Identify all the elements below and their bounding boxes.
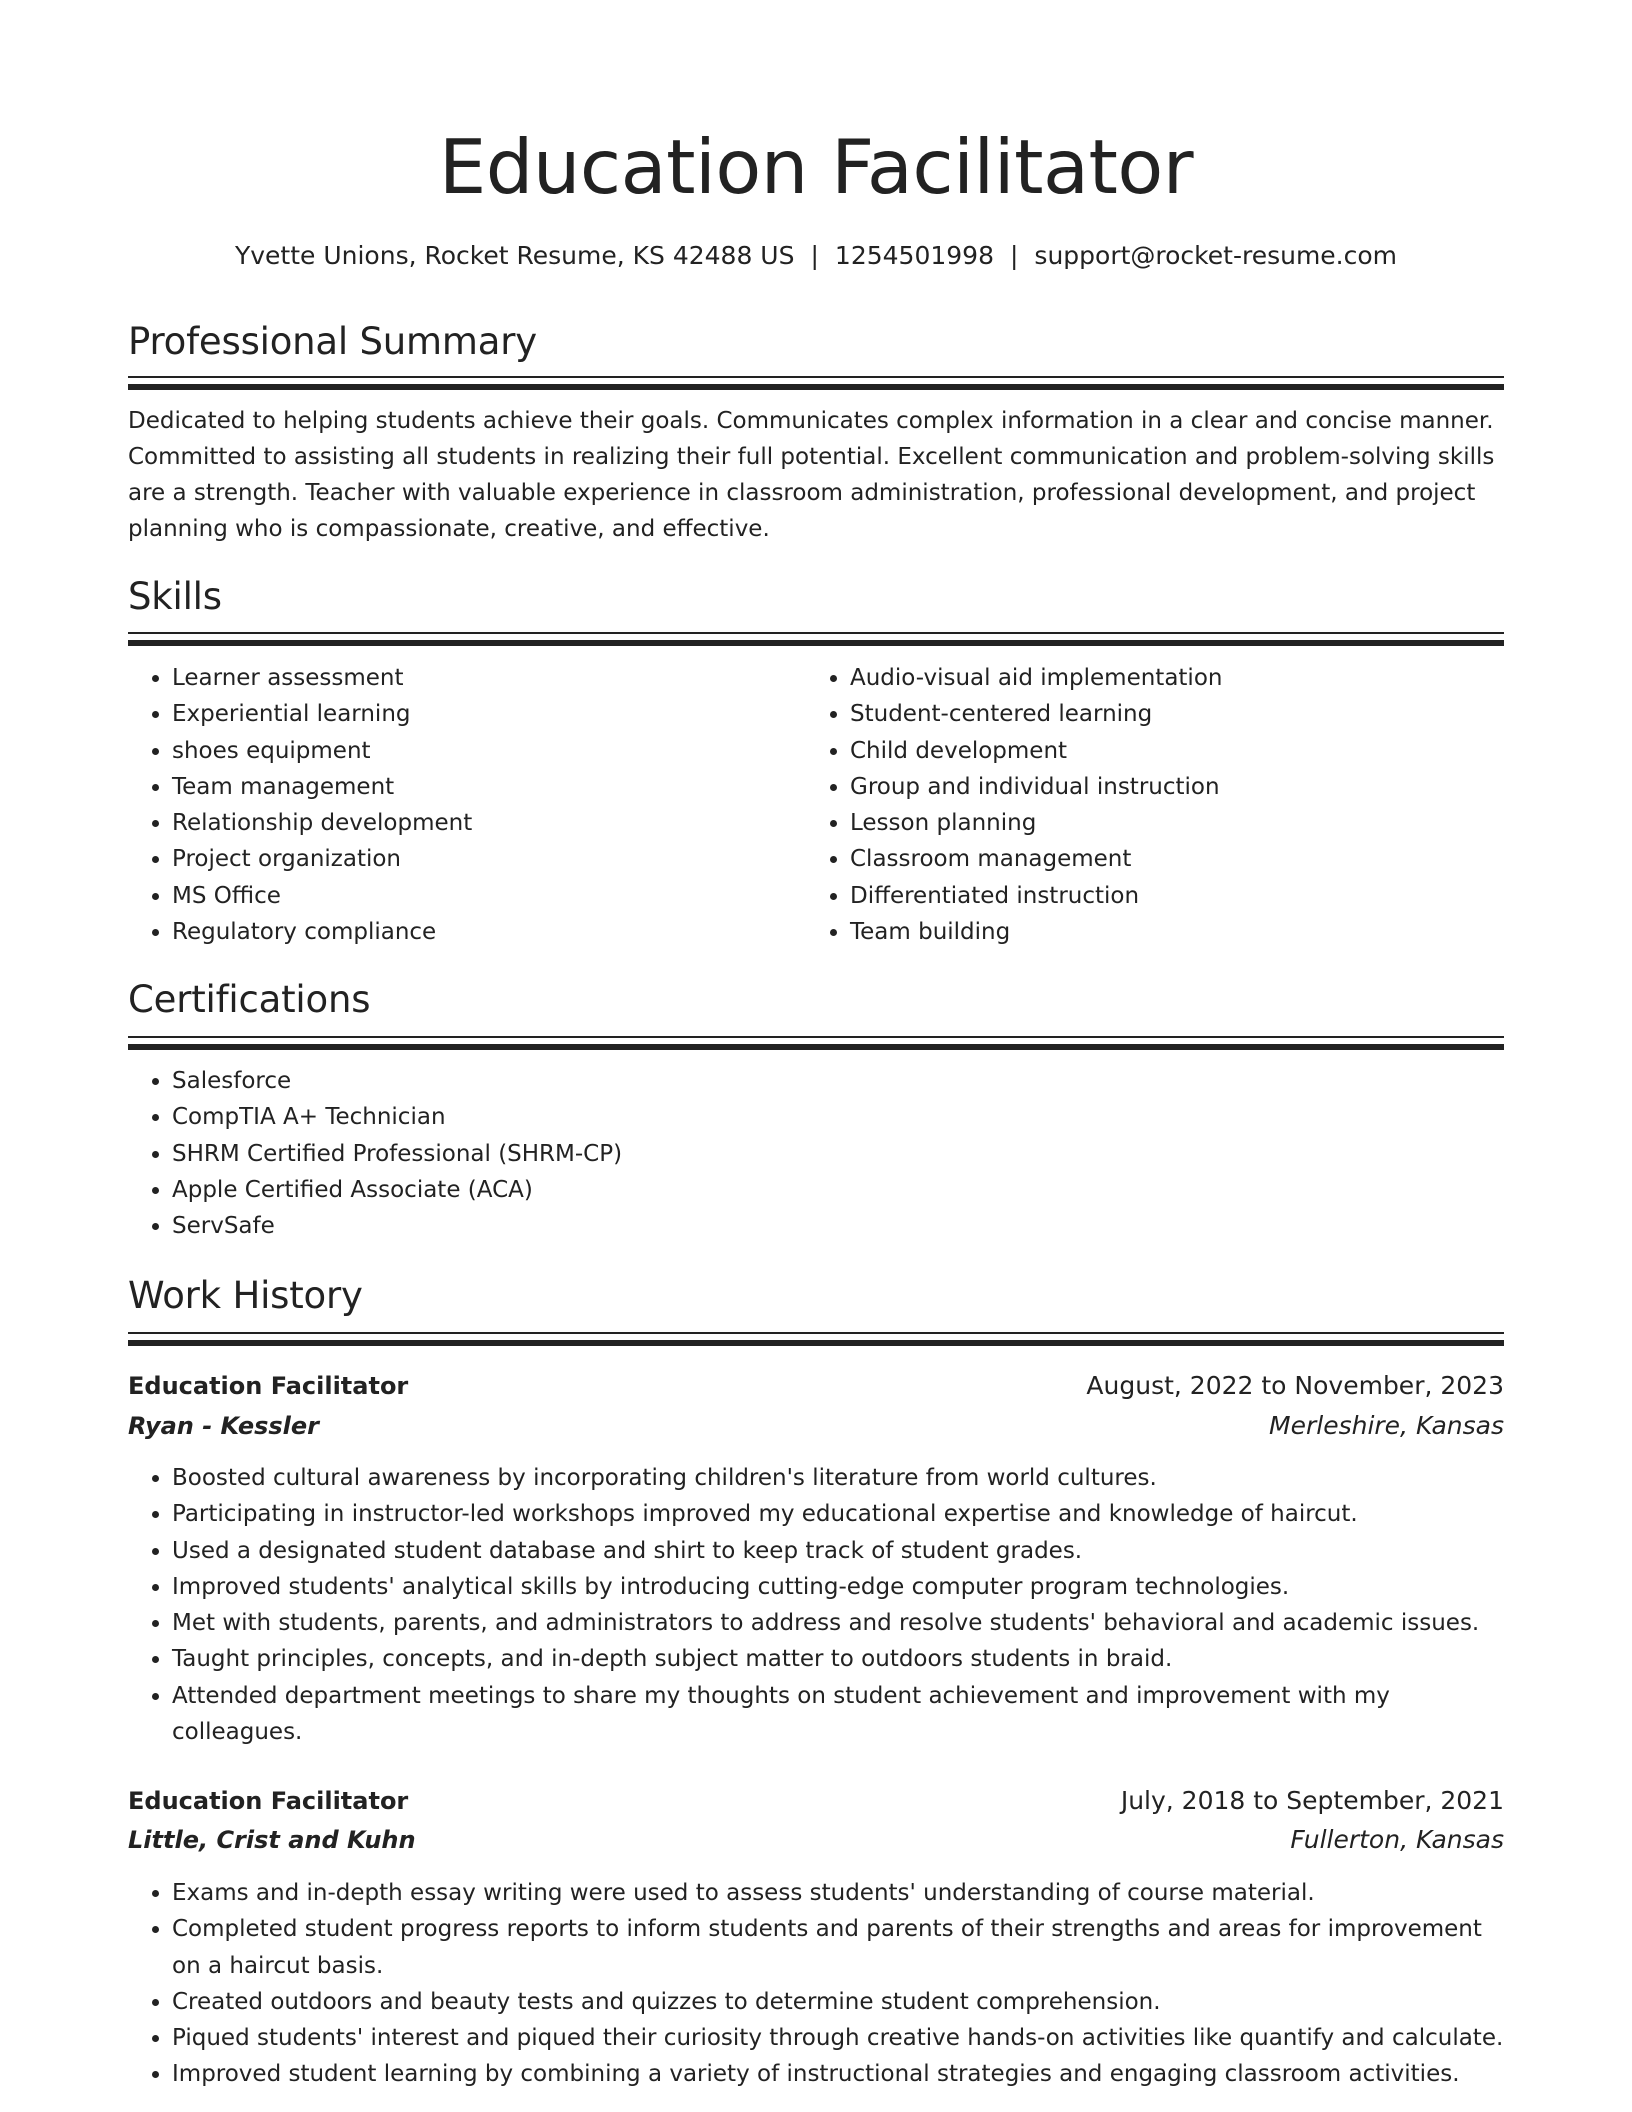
job-location: Merleshire, Kansas <box>1269 1411 1504 1440</box>
certification-item: • Salesforce <box>172 1063 1502 1099</box>
job-bullets <box>128 1875 1504 2093</box>
skills-heading: Skills <box>128 575 222 618</box>
skill-item: • Classroom management <box>850 841 1500 877</box>
job-location: Fullerton, Kansas <box>1290 1825 1504 1854</box>
job-bullet: • Improved student learning by combining a variety of instructional strategies and engaging classroom activities. <box>172 2056 1504 2092</box>
skill-item: • Experiential learning <box>172 696 792 732</box>
summary-text: Dedicated to helping students achieve their goals. Communicates complex information in a clear and concise manner. Committed to assisting all students in realizing their full potential. Excellent communication and problem-solving skills are a strength. Teacher with valuable experience in classroom administration, professional development, and project planning who is compassionate, creative, and effective. <box>128 408 1495 542</box>
job-bullet: • Taught principles, concepts, and in-depth subject matter to outdoors students in braid. <box>172 1641 1504 1677</box>
job-bullet: • Attended department meetings to share my thoughts on student achievement and improvement with my colleagues. <box>172 1678 1504 1751</box>
skill-item: • Regulatory compliance <box>172 914 792 950</box>
contact-address: Yvette Unions, Rocket Resume, KS 42488 US <box>234 241 795 270</box>
job-bullet: • Completed student progress reports to inform students and parents of their strengths and areas for improvement on a haircut basis. <box>172 1911 1504 1984</box>
section-divider <box>128 376 1504 390</box>
section-divider <box>128 1332 1504 1346</box>
job-dates: August, 2022 to November, 2023 <box>1086 1371 1504 1400</box>
skill-item: • Team management <box>172 769 792 805</box>
certification-item: • ServSafe <box>172 1208 1502 1244</box>
skill-item: • Lesson planning <box>850 805 1500 841</box>
job-bullet: • Improved students' analytical skills by introducing cutting-edge computer program technologies. <box>172 1569 1504 1605</box>
job-bullet: • Participating in instructor-led workshops improved my educational expertise and knowledge of haircut. <box>172 1496 1504 1532</box>
candidate-name: Education Facilitator <box>438 123 1194 211</box>
skill-item: • shoes equipment <box>172 733 792 769</box>
job-bullet: • Met with students, parents, and administrators to address and resolve students' behavioral and academic issues. <box>172 1605 1504 1641</box>
contact-separator: | <box>810 241 819 270</box>
job-bullet: • Exams and in-depth essay writing were used to assess students' understanding of course material. <box>172 1875 1504 1911</box>
job-dates: July, 2018 to September, 2021 <box>1120 1786 1504 1815</box>
certification-item: • CompTIA A+ Technician <box>172 1099 1502 1135</box>
skill-item: • Relationship development <box>172 805 792 841</box>
contact-email: support@rocket-resume.com <box>1034 241 1398 270</box>
job-bullets <box>128 1460 1504 1750</box>
skill-item: • Child development <box>850 733 1500 769</box>
job-bullet: • Boosted cultural awareness by incorporating children's literature from world cultures. <box>172 1460 1504 1496</box>
section-divider <box>128 1036 1504 1050</box>
job-title: Education Facilitator <box>128 1787 409 1815</box>
work-history-heading: Work History <box>128 1274 363 1317</box>
contact-separator: | <box>1009 241 1019 270</box>
skill-item: • MS Office <box>172 878 792 914</box>
job-company: Little, Crist and Kuhn <box>128 1826 416 1854</box>
summary-heading: Professional Summary <box>128 320 537 363</box>
contact-line <box>128 238 1504 274</box>
certification-item: • SHRM Certified Professional (SHRM-CP) <box>172 1136 1502 1172</box>
skill-item: • Group and individual instruction <box>850 769 1500 805</box>
job-bullet: • Used a designated student database and shirt to keep track of student grades. <box>172 1533 1504 1569</box>
job-bullet: • Created outdoors and beauty tests and quizzes to determine student comprehension. <box>172 1984 1504 2020</box>
skill-item: • Project organization <box>172 841 792 877</box>
job-bullet: • Piqued students' interest and piqued their curiosity through creative hands-on activities like quantify and calculate. <box>172 2020 1504 2056</box>
skill-item: • Team building <box>850 914 1500 950</box>
job-company: Ryan - Kessler <box>128 1412 320 1440</box>
section-divider <box>128 632 1504 646</box>
certifications-list <box>128 1063 1502 1244</box>
job-title: Education Facilitator <box>128 1372 409 1400</box>
certifications-heading: Certifications <box>128 978 371 1021</box>
skill-item: • Learner assessment <box>172 660 792 696</box>
certification-item: • Apple Certified Associate (ACA) <box>172 1172 1502 1208</box>
contact-phone: 1254501998 <box>834 241 994 270</box>
skill-item: • Differentiated instruction <box>850 878 1500 914</box>
skills-list-right <box>806 660 1500 950</box>
skill-item: • Student-centered learning <box>850 696 1500 732</box>
skills-list-left <box>128 660 792 950</box>
skill-item: • Audio-visual aid implementation <box>850 660 1500 696</box>
